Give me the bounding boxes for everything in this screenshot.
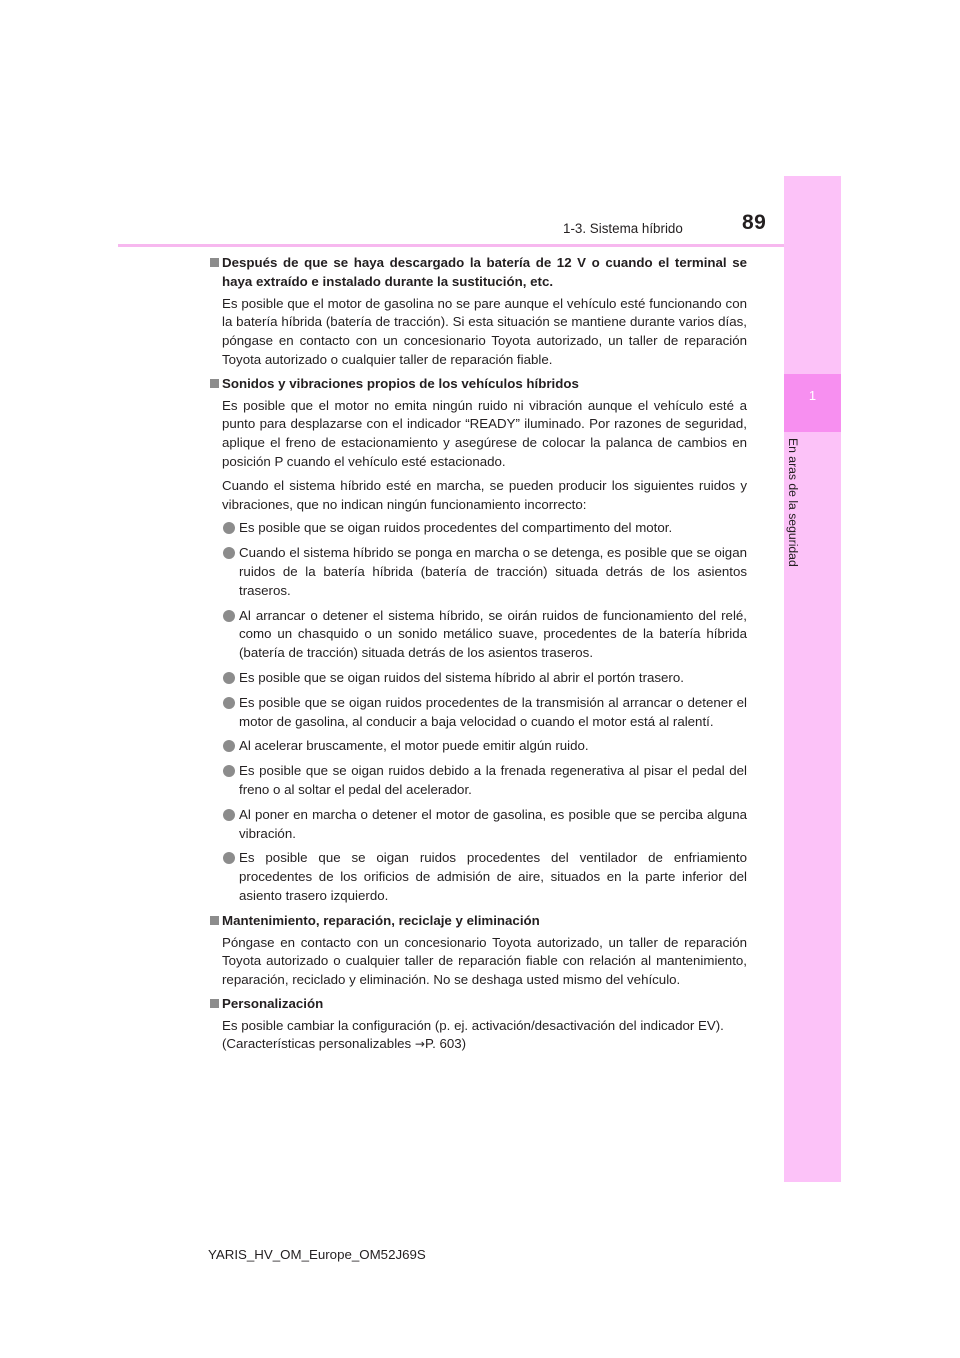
section-heading-text: Sonidos y vibraciones propios de los vehículos híbridos [222,375,579,391]
round-bullet-icon [223,852,235,864]
round-bullet-icon [223,547,235,559]
round-bullet-icon [223,522,235,534]
section-title: 1-3. Sistema híbrido [563,221,683,236]
document-code: YARIS_HV_OM_Europe_OM52J69S [208,1247,426,1262]
chapter-tab-marker [784,374,841,432]
list-item [208,762,747,800]
section-heading [208,912,747,931]
list-item-text: Es posible que se oigan ruidos del sistema híbrido al abrir el portón trasero. [239,669,684,685]
round-bullet-icon [223,697,235,709]
paragraph-line: Es posible cambiar la configuración (p. ej. activación/desactivación del indicador EV). [222,1017,724,1033]
reference-prefix: (Características personalizables [222,1036,415,1052]
list-item [208,694,747,732]
paragraph: Es posible que el motor de gasolina no se pare aunque el vehículo esté funcionando con la batería híbrida (batería de tracción). Si esta situación se mantiene durante varios días, póngase en contacto con un concesionario Toyota autorizado, un taller de reparación Toyota autorizado o cualquier taller de reparación fiable. [222,295,747,367]
list-item-text: Al acelerar bruscamente, el motor puede emitir algún ruido. [239,738,589,754]
cross-reference [222,1035,747,1054]
list-item-text: Es posible que se oigan ruidos procedentes del compartimento del motor. [239,520,673,536]
section-heading-text: Mantenimiento, reparación, reciclaje y eliminación [222,912,540,928]
round-bullet-icon [223,765,235,777]
list-item [208,544,747,600]
list-item [208,849,747,905]
list-item-text: Al arrancar o detener el sistema híbrido, se oirán ruidos de funcionamiento del relé, como un chasquido o un sonido metálico suave, procedentes de la batería híbrida (batería de tracción) situada detrás de los asientos traseros. [239,607,747,661]
chapter-side-tab [784,176,841,1182]
section-heading-text: Personalización [222,995,324,1011]
paragraph: Es posible que el motor no emita ningún ruido ni vibración aunque el vehículo esté a punto para desplazarse con el indicador “READY” iluminado. Por razones de seguridad, aplique el freno de estacionamiento y asegúrese de colocar la palanca de cambios en posición P cuando el vehículo esté estacionado. [222,397,747,469]
list-item-text: Es posible que se oigan ruidos procedentes de la transmisión al arrancar o detener el motor de gasolina, al conducir a baja velocidad o cuando el motor está al ralentí. [239,694,747,729]
list-item-text: Cuando el sistema híbrido se ponga en marcha o se detenga, es posible que se oigan ruidos de la batería híbrida (batería de tracción) situada detrás de los asientos traseros. [239,545,747,598]
chapter-number: 1 [808,388,817,403]
round-bullet-icon [223,672,235,684]
section-heading [208,995,747,1014]
square-bullet-icon [210,916,219,925]
paragraph [208,1017,747,1055]
main-content [208,254,747,1054]
list-item-text: Al poner en marcha o detener el motor de gasolina, es posible que se perciba alguna vibración. [239,806,747,841]
list-item-text: Es posible que se oigan ruidos procedentes del ventilador de enfriamiento procedentes de los orificios de admisión de aire, situados en la parte inferior del asiento trasero izquierdo. [239,850,747,903]
square-bullet-icon [210,258,219,267]
reference-target: P. 603) [424,1036,467,1052]
list-item [208,737,747,756]
list-item [208,519,747,538]
list-item [208,669,747,688]
chapter-title: En aras de la seguridad [786,438,800,567]
list-item-text: Es posible que se oigan ruidos debido a la frenada regenerativa al pisar el pedal del freno o al soltar el pedal del acelerador. [239,763,747,797]
round-bullet-icon [223,740,235,752]
section-heading-text: Después de que se haya descargado la batería de 12 V o cuando el terminal se haya extraído e instalado durante la sustitución, etc. [222,255,747,289]
square-bullet-icon [210,999,219,1008]
section-heading [208,375,747,394]
round-bullet-icon [223,809,235,821]
arrow-right-icon: → [414,1037,425,1052]
paragraph: Póngase en contacto con un concesionario Toyota autorizado, un taller de reparación Toyota autorizado o cualquier taller de reparación fiable con relación al mantenimiento, reparación, reciclado y eliminación. No se deshaga usted mismo del vehículo. [222,934,747,988]
paragraph: Cuando el sistema híbrido esté en marcha, se pueden producir los siguientes ruidos y vibraciones, que no indican ningún funcionamiento incorrecto: [222,477,747,512]
section-heading [208,254,747,292]
header-rule [118,244,784,247]
square-bullet-icon [210,379,219,388]
list-item [208,607,747,663]
list-item [208,806,747,844]
round-bullet-icon [223,610,235,622]
page-number: 89 [742,211,767,234]
